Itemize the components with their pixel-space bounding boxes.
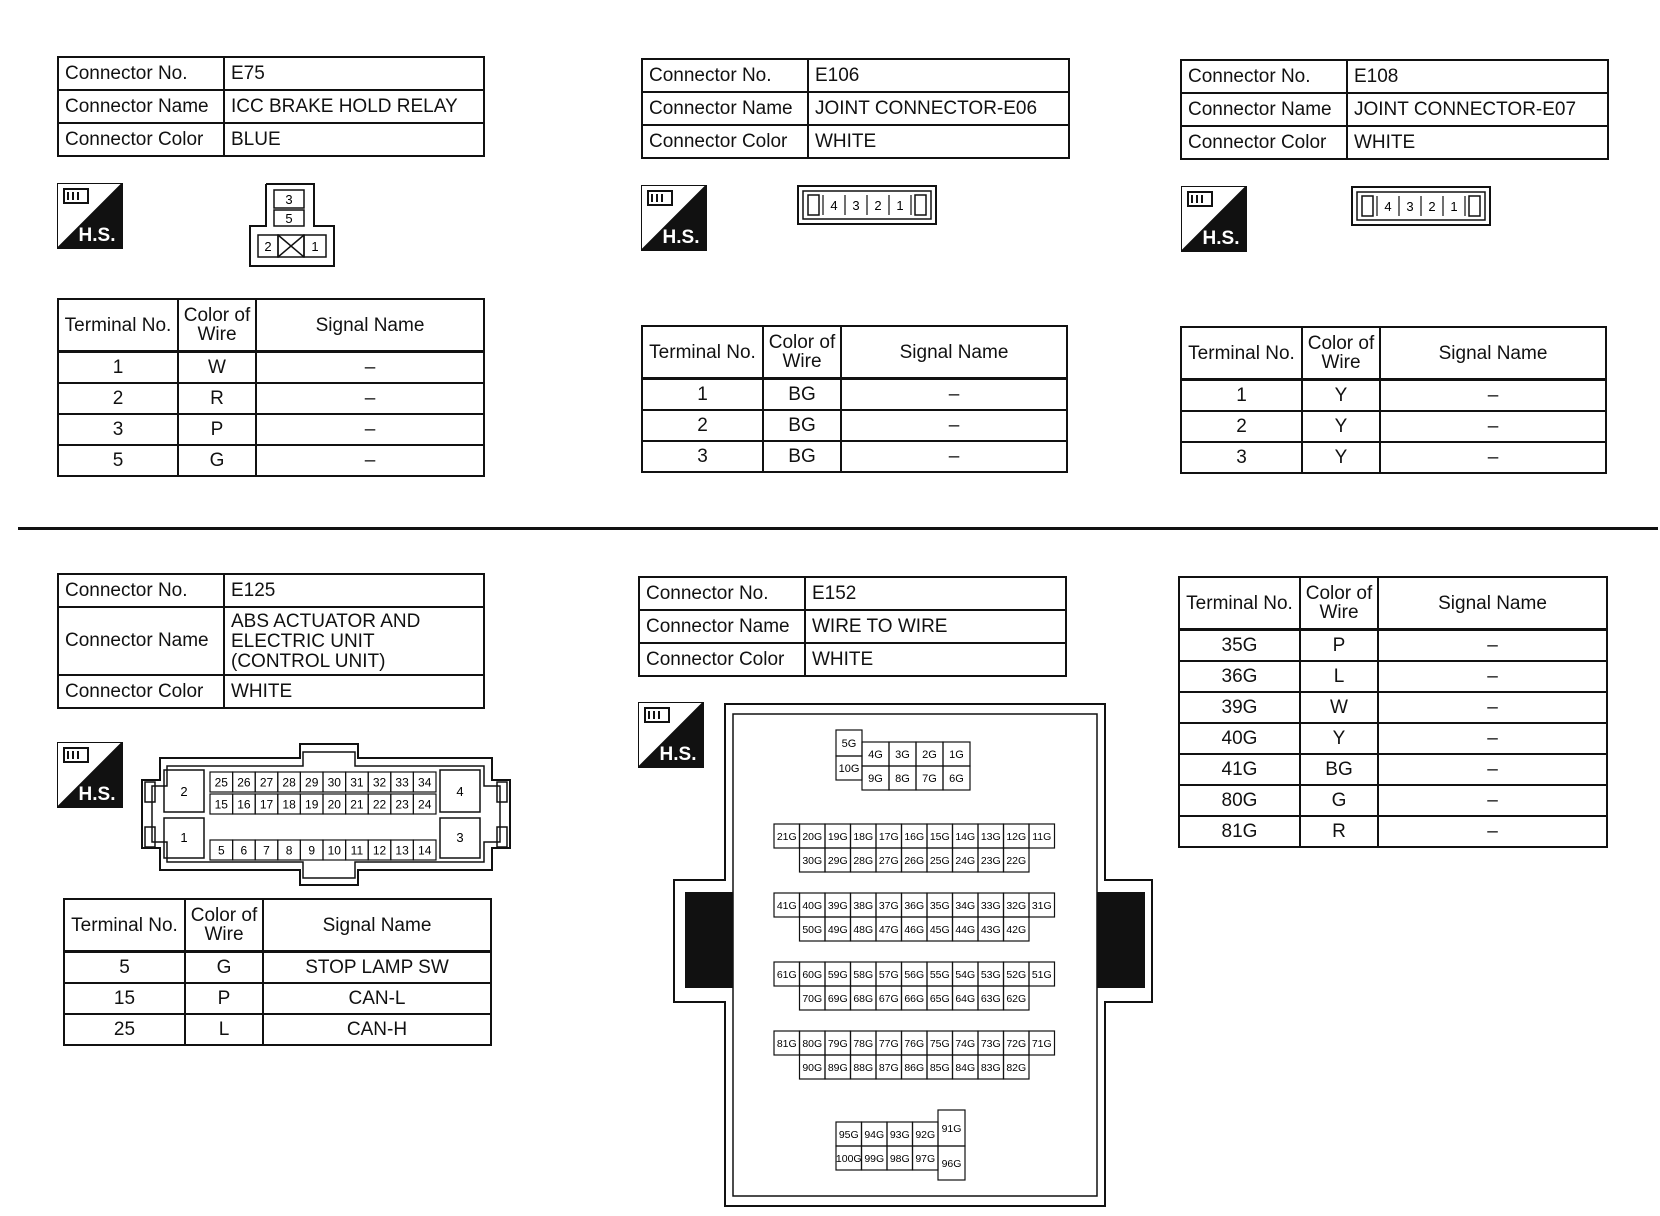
svg-text:2: 2 — [874, 198, 882, 213]
harness-side-icon — [57, 742, 123, 808]
pin-label: 52G — [1006, 968, 1027, 981]
pin-label: 50G — [802, 923, 823, 936]
table-row: 2 R – — [58, 383, 484, 414]
pin-label: 25G — [929, 854, 950, 867]
pin-label: 14G — [955, 830, 976, 843]
pin-label: 9 — [308, 843, 316, 858]
pin-label: 72G — [1006, 1037, 1027, 1050]
pin-label: 29G — [827, 854, 848, 867]
pin-label: 26G — [904, 854, 925, 867]
pin-label: 12G — [1006, 830, 1027, 843]
e152-terminal-table — [1178, 576, 1608, 848]
svg-text:2: 2 — [1428, 199, 1436, 214]
pin-label: 79G — [827, 1037, 848, 1050]
pin-label: 85G — [929, 1061, 950, 1074]
signal-name-header: Signal Name — [841, 326, 1067, 379]
connector-color-label: Connector Color — [642, 125, 808, 158]
terminal-no-header: Terminal No. — [58, 299, 178, 352]
pin-label: 87G — [878, 1061, 899, 1074]
e152-info-table — [638, 576, 1067, 677]
connector-color-value: BLUE — [224, 123, 484, 156]
pin-label: 61G — [776, 968, 797, 981]
connector-no-label: Connector No. — [58, 574, 224, 607]
pin-label: 76G — [904, 1037, 925, 1050]
e75-terminal-table — [57, 298, 485, 477]
connector-name-value: ICC BRAKE HOLD RELAY — [224, 90, 484, 123]
pin-label: 32G — [1006, 899, 1027, 912]
table-row: 5 G STOP LAMP SW — [64, 952, 491, 984]
pin-label: 8 — [285, 843, 293, 858]
e152-connector-face — [670, 700, 1156, 1210]
e106-terminal-table — [641, 325, 1068, 473]
pin-label: 91G — [941, 1122, 962, 1135]
pin-label: 20G — [802, 830, 823, 843]
pin-label: 27 — [259, 775, 274, 790]
connector-color-label: Connector Color — [639, 643, 805, 676]
pin-label: 31G — [1031, 899, 1052, 912]
pin-label: 56G — [904, 968, 925, 981]
terminal-no-header: Terminal No. — [1181, 327, 1302, 380]
connector-color-label: Connector Color — [1181, 126, 1347, 159]
pin-label: 9G — [868, 772, 883, 785]
pin-label: 33G — [980, 899, 1001, 912]
connector-color-label: Connector Color — [58, 675, 224, 708]
svg-text:4: 4 — [1384, 199, 1392, 214]
pin-label: 66G — [904, 992, 925, 1005]
pin-label: 84G — [955, 1061, 976, 1074]
pin-label: 44G — [955, 923, 976, 936]
connector-no-label: Connector No. — [1181, 60, 1347, 93]
connector-color-value: WHITE — [1347, 126, 1608, 159]
pin-label: 16 — [237, 797, 251, 812]
connector-name-value: WIRE TO WIRE — [805, 610, 1066, 643]
connector-name-label: Connector Name — [642, 92, 808, 125]
svg-text:3: 3 — [1406, 199, 1414, 214]
connector-color-value: WHITE — [224, 675, 484, 708]
pin-label: 70G — [802, 992, 823, 1005]
connector-name-label: Connector Name — [639, 610, 805, 643]
pin-label: 82G — [1006, 1061, 1027, 1074]
table-row: 3 P – — [58, 414, 484, 445]
wire-color-header: Color of Wire — [185, 899, 263, 952]
pin-label: 43G — [980, 923, 1001, 936]
pin-label: 1 — [311, 239, 319, 254]
svg-text:H.S.: H.S. — [1202, 228, 1240, 249]
pin-label: 95G — [838, 1128, 859, 1141]
table-row: 2 BG – — [642, 410, 1067, 441]
svg-text:4: 4 — [830, 198, 838, 213]
pin-label: 67G — [878, 992, 899, 1005]
connector-name-value: ABS ACTUATOR AND ELECTRIC UNIT (CONTROL UNIT) — [224, 607, 484, 675]
table-row: 3 Y – — [1181, 442, 1606, 473]
pin-label: 88G — [853, 1061, 874, 1074]
pin-label: 23 — [395, 797, 409, 812]
pin-label: 69G — [827, 992, 848, 1005]
pin-label: 31 — [350, 775, 364, 790]
connector-no-value: E106 — [808, 59, 1069, 92]
pin-label: 3 — [285, 192, 293, 207]
pin-label: 12 — [372, 843, 387, 858]
pin-label: 2 — [264, 239, 272, 254]
connector-name-label: Connector Name — [1181, 93, 1347, 126]
pin-label: 8G — [895, 772, 910, 785]
pin-label: 47G — [878, 923, 899, 936]
signal-name-header: Signal Name — [256, 299, 484, 352]
pin-label: 10 — [327, 843, 341, 858]
pin-label: 16G — [904, 830, 925, 843]
pin-label: 78G — [853, 1037, 874, 1050]
svg-text:1: 1 — [180, 830, 188, 845]
pin-label: 92G — [915, 1128, 936, 1141]
terminal-no-header: Terminal No. — [64, 899, 185, 952]
pin-label: 30 — [327, 775, 341, 790]
wire-color-header: Color of Wire — [763, 326, 841, 379]
pin-label: 18 — [282, 797, 296, 812]
table-row: 80G G – — [1179, 785, 1607, 816]
svg-text:3: 3 — [852, 198, 860, 213]
pin-label: 30G — [802, 854, 823, 867]
pin-label: 93G — [889, 1128, 910, 1141]
e125-info-table — [57, 573, 485, 709]
connector-no-label: Connector No. — [639, 577, 805, 610]
pin-label: 22 — [372, 797, 387, 812]
pin-label: 6G — [949, 772, 964, 785]
svg-text:4: 4 — [456, 784, 464, 799]
svg-text:H.S.: H.S. — [662, 227, 700, 248]
pin-label: 86G — [904, 1061, 925, 1074]
pin-label: 83G — [980, 1061, 1001, 1074]
pin-label: 13 — [395, 843, 409, 858]
pin-label: 77G — [878, 1037, 899, 1050]
connector-name-label: Connector Name — [58, 607, 224, 675]
pin-label: 65G — [929, 992, 950, 1005]
pin-label: 90G — [802, 1061, 823, 1074]
e125-connector-face — [140, 742, 512, 887]
pin-label: 14 — [418, 843, 432, 858]
pin-label: 17G — [878, 830, 899, 843]
pin-label: 51G — [1031, 968, 1052, 981]
pin-label: 23G — [980, 854, 1001, 867]
pin-label: 5 — [285, 211, 293, 226]
svg-text:2: 2 — [180, 784, 188, 799]
pin-label: 99G — [864, 1152, 885, 1165]
table-row: 41G BG – — [1179, 754, 1607, 785]
harness-side-icon — [641, 185, 707, 251]
pin-label: 21G — [776, 830, 797, 843]
pin-label: 4G — [868, 748, 883, 761]
pin-label: 3G — [895, 748, 910, 761]
connector-color-value: WHITE — [808, 125, 1069, 158]
section-divider — [18, 527, 1658, 530]
connector-color-label: Connector Color — [58, 123, 224, 156]
e125-terminal-table — [63, 898, 492, 1046]
e75-connector-face — [248, 182, 338, 268]
pin-label: 73G — [980, 1037, 1001, 1050]
terminal-no-header: Terminal No. — [1179, 577, 1300, 630]
connector-name-value: JOINT CONNECTOR-E07 — [1347, 93, 1608, 126]
svg-text:3: 3 — [456, 830, 464, 845]
pin-label: 11G — [1032, 830, 1052, 843]
pin-label: 22G — [1006, 854, 1027, 867]
pin-label: 49G — [827, 923, 848, 936]
wire-color-header: Color of Wire — [178, 299, 256, 352]
table-row: 39G W – — [1179, 692, 1607, 723]
pin-label: 6 — [240, 843, 248, 858]
pin-label: 71G — [1031, 1037, 1052, 1050]
pin-label: 89G — [827, 1061, 848, 1074]
pin-label: 1G — [949, 748, 964, 761]
pin-label: 96G — [941, 1157, 962, 1170]
pin-label: 5G — [841, 737, 857, 750]
pin-label: 18G — [853, 830, 874, 843]
signal-name-header: Signal Name — [1380, 327, 1606, 380]
pin-label: 63G — [980, 992, 1001, 1005]
connector-color-value: WHITE — [805, 643, 1066, 676]
pin-label: 11 — [350, 843, 364, 858]
pin-label: 25 — [214, 775, 228, 790]
pin-label: 58G — [853, 968, 874, 981]
e108-connector-face — [1351, 186, 1491, 226]
pin-label: 80G — [802, 1037, 823, 1050]
table-row: 1 W – — [58, 352, 484, 384]
pin-label: 98G — [889, 1152, 910, 1165]
pin-label: 97G — [915, 1152, 936, 1165]
pin-label: 33 — [395, 775, 409, 790]
table-row: 3 BG – — [642, 441, 1067, 472]
pin-label: 62G — [1006, 992, 1027, 1005]
pin-label: 28 — [282, 775, 296, 790]
e106-connector-face — [797, 185, 937, 225]
pin-label: 34 — [418, 775, 432, 790]
pin-label: 15G — [929, 830, 950, 843]
e75-info-table — [57, 56, 485, 157]
wire-color-header: Color of Wire — [1302, 327, 1380, 380]
pin-label: 64G — [955, 992, 976, 1005]
pin-label: 7 — [263, 843, 270, 858]
table-row: 5 G – — [58, 445, 484, 476]
pin-label: 54G — [955, 968, 976, 981]
harness-side-icon — [57, 183, 123, 249]
pin-label: 68G — [853, 992, 874, 1005]
connector-no-value: E125 — [224, 574, 484, 607]
pin-label: 39G — [827, 899, 848, 912]
connector-name-label: Connector Name — [58, 90, 224, 123]
wire-color-header: Color of Wire — [1300, 577, 1378, 630]
table-row: 81G R – — [1179, 816, 1607, 847]
connector-no-value: E108 — [1347, 60, 1608, 93]
connector-no-value: E75 — [224, 57, 484, 90]
connector-no-value: E152 — [805, 577, 1066, 610]
pin-label: 42G — [1006, 923, 1027, 936]
pin-label: 15 — [214, 797, 228, 812]
pin-label: 59G — [827, 968, 848, 981]
pin-label: 17 — [259, 797, 274, 812]
table-row: 35G P – — [1179, 630, 1607, 662]
pin-label: 74G — [955, 1037, 976, 1050]
pin-label: 40G — [802, 899, 823, 912]
table-row: 1 Y – — [1181, 380, 1606, 412]
table-row: 25 L CAN-H — [64, 1014, 491, 1045]
pin-label: 7G — [922, 772, 937, 785]
pin-label: 35G — [929, 899, 950, 912]
pin-label: 100G — [835, 1152, 862, 1165]
pin-label: 2G — [922, 748, 937, 761]
table-row: 36G L – — [1179, 661, 1607, 692]
terminal-no-header: Terminal No. — [642, 326, 763, 379]
e108-terminal-table — [1180, 326, 1607, 474]
e106-info-table — [641, 58, 1070, 159]
pin-label: 26 — [237, 775, 251, 790]
pin-label: 21 — [350, 797, 364, 812]
table-row: 15 P CAN-L — [64, 983, 491, 1014]
pin-label: 53G — [980, 968, 1001, 981]
pin-label: 5 — [217, 843, 225, 858]
signal-name-header: Signal Name — [263, 899, 491, 952]
pin-label: 27G — [878, 854, 899, 867]
pin-label: 75G — [929, 1037, 950, 1050]
pin-label: 32 — [372, 775, 387, 790]
pin-label: 10G — [838, 762, 860, 775]
pin-label: 36G — [904, 899, 925, 912]
pin-label: 46G — [904, 923, 925, 936]
svg-text:1: 1 — [1450, 199, 1458, 214]
e108-info-table — [1180, 59, 1609, 160]
svg-text:H.S.: H.S. — [659, 744, 697, 765]
pin-label: 20 — [327, 797, 341, 812]
svg-text:H.S.: H.S. — [78, 784, 116, 805]
pin-label: 41G — [776, 899, 797, 912]
pin-label: 28G — [853, 854, 874, 867]
svg-text:1: 1 — [896, 198, 904, 213]
harness-side-icon — [1181, 186, 1247, 252]
pin-label: 29 — [305, 775, 319, 790]
pin-label: 24G — [955, 854, 976, 867]
pin-label: 45G — [929, 923, 950, 936]
pin-label: 13G — [980, 830, 1001, 843]
table-row: 40G Y – — [1179, 723, 1607, 754]
pin-label: 60G — [802, 968, 823, 981]
pin-label: 19G — [827, 830, 848, 843]
pin-label: 34G — [955, 899, 976, 912]
hs-label: H.S. — [78, 225, 116, 246]
pin-label: 37G — [878, 899, 899, 912]
pin-label: 19 — [305, 797, 319, 812]
table-row: 1 BG – — [642, 379, 1067, 411]
pin-label: 38G — [853, 899, 874, 912]
pin-label: 57G — [878, 968, 899, 981]
signal-name-header: Signal Name — [1378, 577, 1607, 630]
table-row: 2 Y – — [1181, 411, 1606, 442]
connector-no-label: Connector No. — [642, 59, 808, 92]
connector-name-value: JOINT CONNECTOR-E06 — [808, 92, 1069, 125]
connector-no-label: Connector No. — [58, 57, 224, 90]
pin-label: 55G — [929, 968, 950, 981]
pin-label: 81G — [776, 1037, 797, 1050]
pin-label: 94G — [864, 1128, 885, 1141]
pin-label: 24 — [418, 797, 432, 812]
pin-label: 48G — [853, 923, 874, 936]
